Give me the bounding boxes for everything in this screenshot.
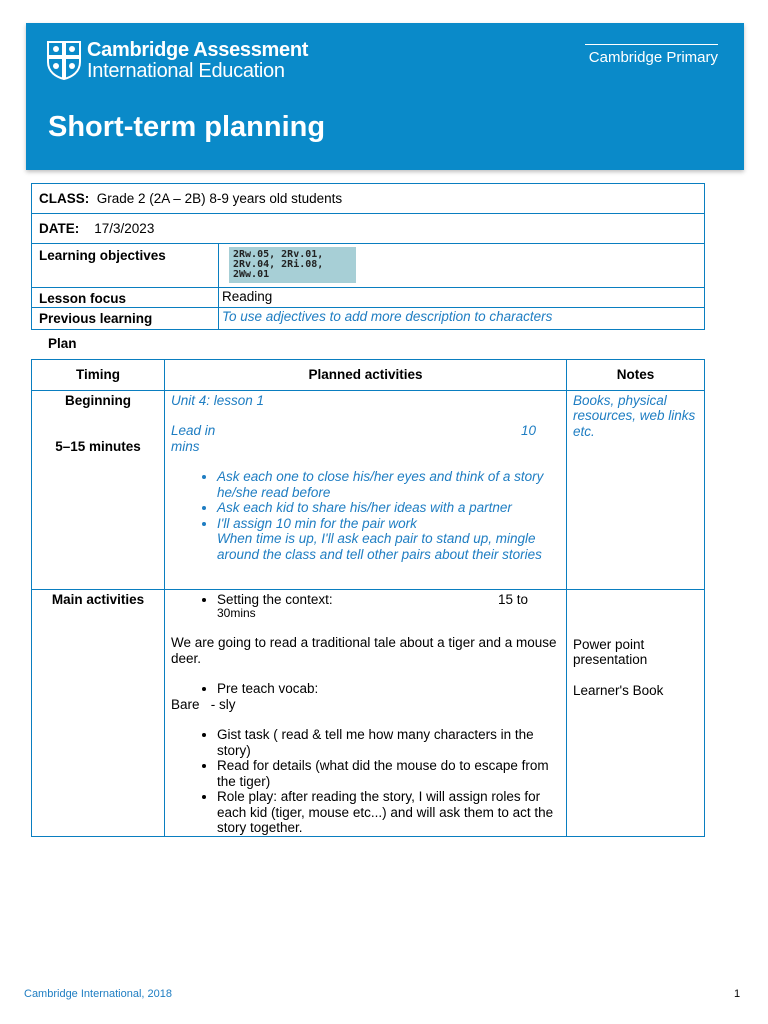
beginning-label: Beginning (65, 392, 131, 408)
context-time-b: 30mins (217, 606, 256, 620)
divider (585, 44, 718, 45)
date-row (32, 214, 705, 244)
list-item: • Ask each one to close his/her eyes and think of a story he/she read before (217, 469, 560, 500)
main-label: Main activities (51, 591, 145, 607)
programme-label: Cambridge Primary (588, 49, 718, 66)
unit-label: Unit 4: lesson 1 (171, 392, 265, 408)
beginning-duration: 5–15 minutes (55, 439, 141, 454)
org-logo (46, 40, 308, 82)
beginning-notes: Books, physical resources, web links etc. (567, 390, 705, 589)
plan-heading: Plan (48, 336, 77, 351)
plan-table (31, 359, 705, 837)
class-label: CLASS: (39, 191, 90, 206)
page-number: 1 (734, 988, 741, 1000)
list-item: • Read for details (what did the mouse do to escape from the tiger) (217, 758, 560, 789)
objective-codes: 2Rw.05, 2Rv.01, 2Rv.04, 2Ri.08, 2Ww.01 (229, 247, 356, 283)
focus-label: Lesson focus (32, 288, 219, 308)
context-item (217, 592, 560, 608)
objectives-row (32, 244, 705, 288)
header-banner (26, 23, 744, 170)
org-name-line2: International Education (87, 60, 285, 82)
plan-header-row (32, 360, 705, 391)
list-item: • I'll assign 10 min for the pair work (217, 516, 560, 532)
beginning-bullets (171, 469, 560, 531)
page-title: Short-term planning (48, 111, 326, 143)
date-value: 17/3/2023 (94, 221, 155, 236)
main-bullets (171, 727, 560, 836)
focus-row (32, 288, 705, 308)
lead-in-number: 10 (520, 423, 536, 438)
focus-value: Reading (219, 288, 705, 308)
header-notes: Notes (567, 360, 705, 391)
header-activities: Planned activities (165, 360, 567, 391)
list-item: • Role play: after reading the story, I will assign roles for each kid (tiger, mouse etc...) and will ask them to act the story together. (217, 789, 560, 836)
main-notes-b: Learner's Book (573, 682, 664, 698)
vocab-words: Bare - sly (171, 696, 236, 712)
main-notes-a: Power point presentation (573, 636, 648, 667)
beginning-row (32, 390, 705, 589)
date-label: DATE: (39, 221, 80, 236)
lead-in-label: Lead in (171, 423, 216, 438)
main-paragraph: We are going to read a traditional tale about a tiger and a mouse deer. (171, 635, 557, 666)
org-name-line1: Cambridge Assessment (87, 39, 309, 61)
lead-in-unit: mins (171, 438, 200, 454)
vocab-item: • Pre teach vocab: (217, 681, 560, 697)
class-row (32, 184, 705, 214)
list-item: • Gist task ( read & tell me how many characters in the story) (217, 727, 560, 758)
objectives-label: Learning objectives (32, 244, 219, 288)
context-label: • Setting the context: (217, 591, 333, 607)
footer-copyright: Cambridge International, 2018 (24, 988, 172, 1000)
list-item: • Ask each kid to share his/her ideas with a partner (217, 500, 560, 516)
context-time-a: 15 to (497, 591, 528, 607)
previous-row (32, 308, 705, 330)
lesson-info-table (31, 183, 705, 330)
main-row (32, 589, 705, 836)
class-value: Grade 2 (2A – 2B) 8-9 years old students (96, 191, 343, 206)
cambridge-shield-icon (46, 40, 82, 80)
previous-value: To use adjectives to add more description to characters (219, 308, 705, 330)
previous-label: Previous learning (32, 308, 219, 330)
beginning-continuation: When time is up, I'll ask each pair to stand up, mingle around the class and tell other pairs about their stories (217, 531, 542, 562)
header-timing: Timing (32, 360, 165, 391)
